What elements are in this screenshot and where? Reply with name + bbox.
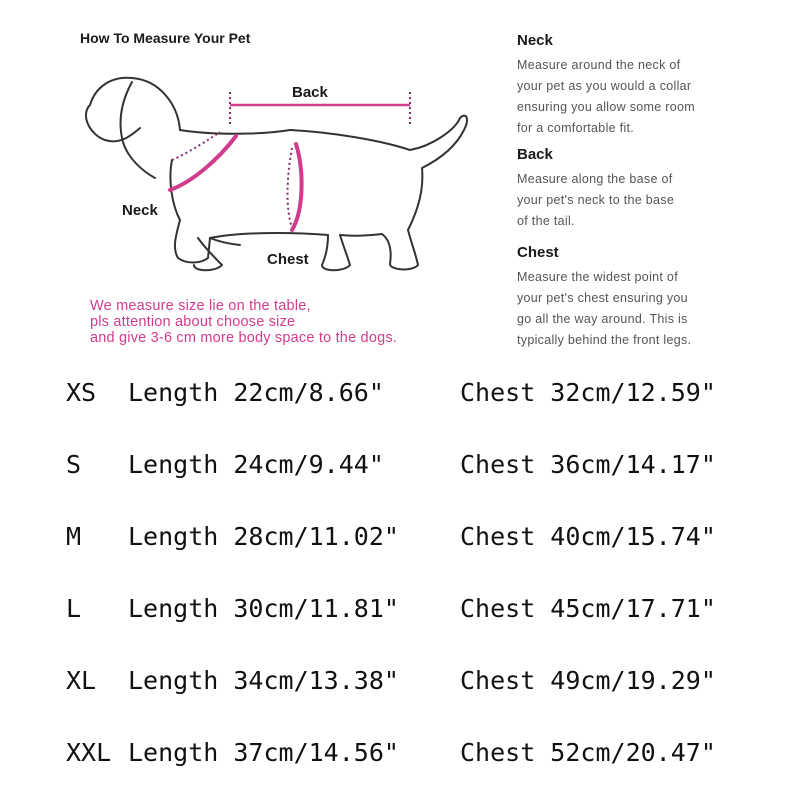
chest-value: Chest 52cm/20.47" [460,738,716,767]
chest-label: Chest [267,251,309,268]
note-line: pls attention about choose size [90,314,296,330]
desc-line: Measure around the neck of [517,58,681,72]
size-label: S [66,450,82,479]
neck-heading: Neck [517,32,553,49]
desc-line: typically behind the front legs. [517,333,692,347]
desc-line: for a comfortable fit. [517,121,635,135]
length-value: Length 30cm/11.81" [128,594,399,623]
desc-line: your pet as you would a collar [517,79,692,93]
size-label: XL [66,666,97,695]
chest-value: Chest 45cm/17.71" [460,594,716,623]
length-value: Length 37cm/14.56" [128,738,399,767]
measure-note [90,298,397,346]
size-row [0,450,800,490]
desc-line: of the tail. [517,214,575,228]
chest-value: Chest 32cm/12.59" [460,378,716,407]
desc-line: Measure the widest point of [517,270,678,284]
desc-line: Measure along the base of [517,172,673,186]
back-label: Back [292,84,328,101]
back-description [517,146,777,232]
size-row [0,594,800,634]
size-label: XXL [66,738,112,767]
chest-description [517,244,777,351]
length-value: Length 24cm/9.44" [128,450,384,479]
chest-value: Chest 49cm/19.29" [460,666,716,695]
length-value: Length 22cm/8.66" [128,378,384,407]
desc-line: your pet's chest ensuring you [517,291,688,305]
size-label: M [66,522,82,551]
desc-line: ensuring you allow some room [517,100,695,114]
size-row [0,522,800,562]
chest-value: Chest 36cm/14.17" [460,450,716,479]
size-label: L [66,594,82,623]
length-value: Length 28cm/11.02" [128,522,399,551]
dog-diagram [60,60,490,300]
measure-panel [0,0,800,360]
size-row [0,666,800,706]
note-line: We measure size lie on the table, [90,298,311,314]
back-heading: Back [517,146,553,163]
size-row [0,738,800,778]
measure-title: How To Measure Your Pet [80,30,251,46]
size-label: XS [66,378,97,407]
neck-description [517,32,777,139]
neck-label: Neck [122,202,158,219]
chest-measure-line [292,144,302,230]
desc-line: go all the way around. This is [517,312,688,326]
note-line: and give 3-6 cm more body space to the dogs. [90,330,398,346]
neck-measure-line [170,136,236,190]
size-row [0,378,800,418]
dog-outline-icon [86,78,467,270]
length-value: Length 34cm/13.38" [128,666,399,695]
chest-value: Chest 40cm/15.74" [460,522,716,551]
desc-line: your pet's neck to the base [517,193,675,207]
chest-heading: Chest [517,244,559,261]
